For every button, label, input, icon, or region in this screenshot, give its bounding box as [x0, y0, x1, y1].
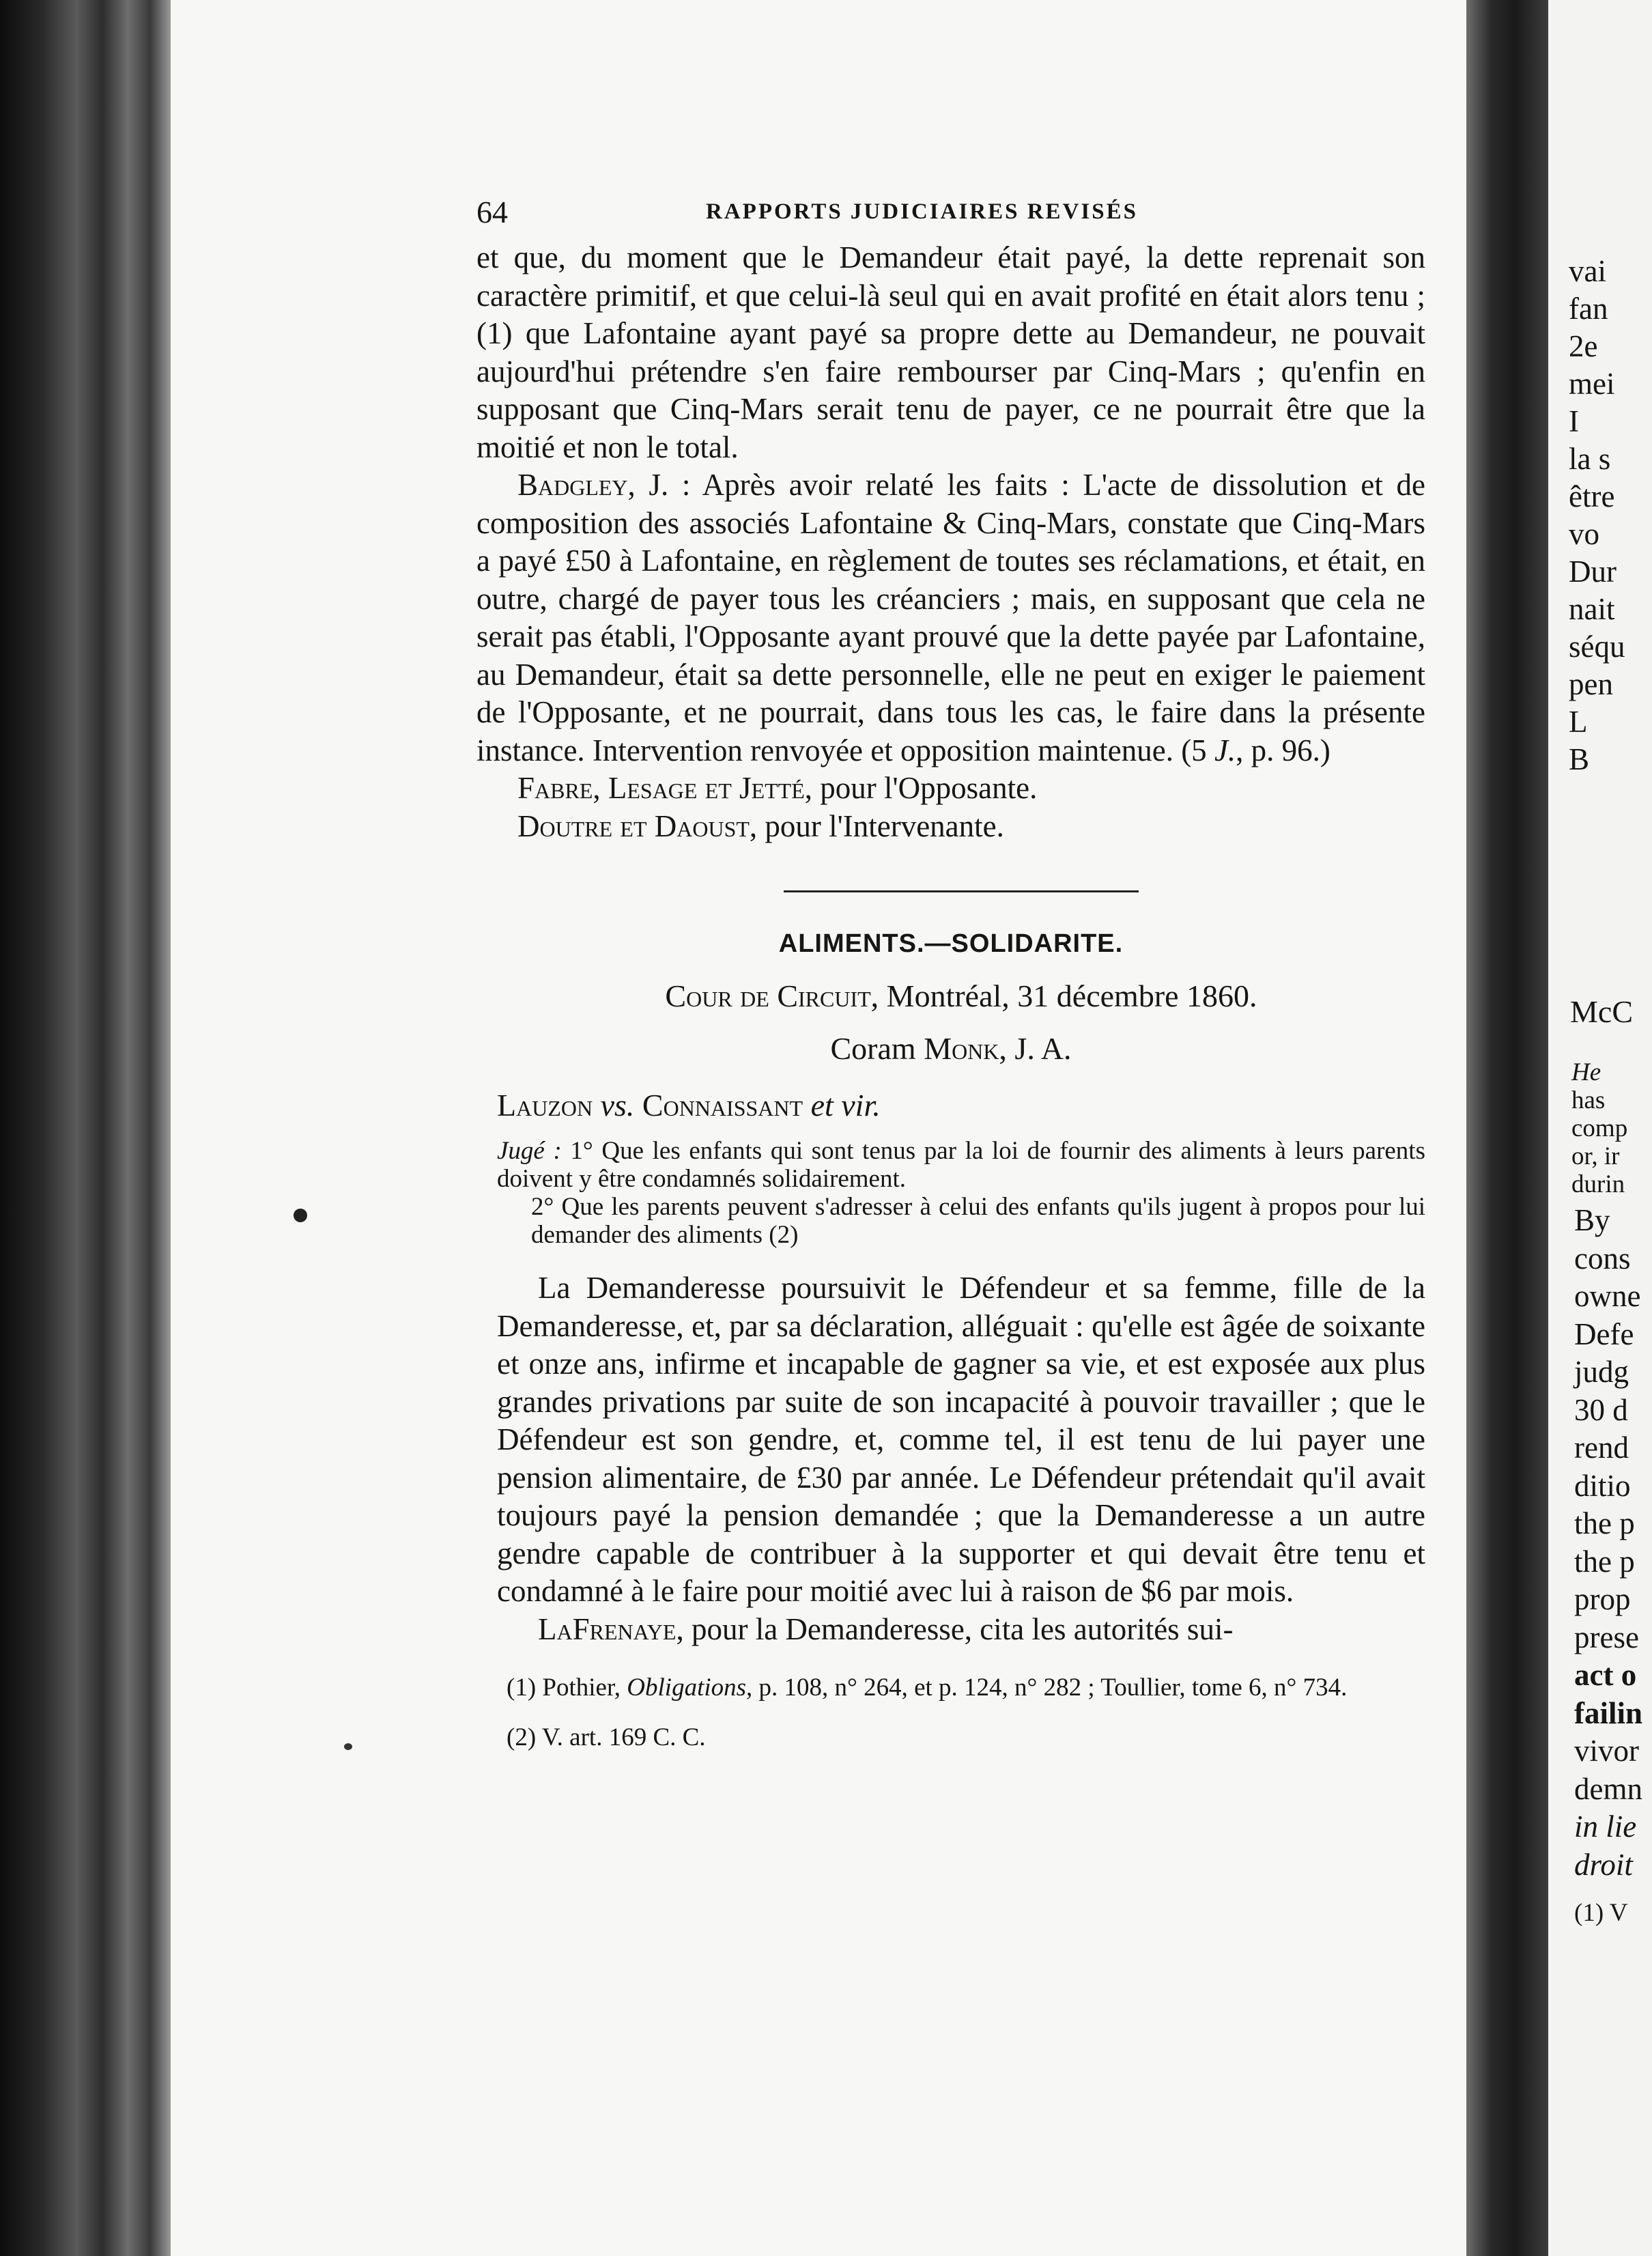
facing-page-body: By cons owne Defe judg 30 d rend ditio the p the p prop prese act o failin vivor demn in lie droit [1574, 1203, 1643, 1882]
running-head [476, 184, 1425, 239]
headnote [497, 1137, 1425, 1249]
et-vir: et vir. [803, 1088, 881, 1123]
coram-prefix: Coram [830, 1031, 924, 1066]
facts-paragraph: La Demanderesse poursuivit le Défendeur et sa femme, fille de la Demanderesse, et, par sa déclaration, alléguait : qu'elle est âgée de soixante et onze ans, infirme et incapable de gagner sa vie, et est exposée aux plus grandes privations par suite de son incapacité à pouvoir travailler ; que le Défendeur est son gendre, et, comme tel, il est tenu de lui payer une pension alimentaire, de £30 par année. Le Défendeur prétendait qu'il avait toujours payé la pension demandée ; que la Demanderesse a un autre gendre capable de contribuer à la supporter et qui devait être tenu et condamné à le faire pour moitié avec lui à raison de $6 par mois. [497, 1271, 1425, 1608]
counsel-role: , pour l'Opposante. [804, 771, 1038, 805]
facing-page-heading: McC [1570, 994, 1633, 1029]
ink-speck [294, 1209, 307, 1222]
footnotes [476, 1672, 1425, 1753]
counsel-line [476, 808, 1425, 846]
court-date: , Montréal, 31 décembre 1860. [870, 978, 1257, 1013]
page-content [476, 184, 1425, 1753]
facing-page-headnote: He has comp or, ir durin [1571, 1058, 1628, 1198]
case-body [497, 1269, 1425, 1648]
judgment-text: : Après avoir relaté les faits : L'acte de dissolution et de composition des associés Lafontaine & Cinq-Mars, constate que Cinq-Mars a payé £50 à Lafontaine, en règlement de toutes ses réclamations, et était, en outre, chargé de payer tous les créanciers ; mais, en supposant que cela ne serait pas établi, l'Opposante ayant prouvé que la dette payée par Lafontaine, au Demandeur, était sa dette personnelle, elle ne peut en exiger le paiement de l'Opposante, et ne pourrait, dans tous les cas, le faire dans la présente instance. Intervention renvoyée et opposition maintenue. (5 [476, 468, 1425, 767]
juge-label: Jugé : [497, 1137, 562, 1165]
book-binding-left [0, 0, 171, 2256]
court-name: Cour de Circuit [665, 978, 871, 1013]
counsel-names: Doutre et Daoust [517, 808, 750, 843]
facing-page-footnote: (1) V [1574, 1899, 1628, 1927]
section-divider [784, 890, 1139, 892]
footnote-2: (2) V. art. 169 C. C. [507, 1723, 706, 1751]
facing-page-text-top: vai fan 2e mei I la s être vo Dur nait séqu pen L B [1569, 254, 1625, 776]
case-title: ALIMENTS.—SOLIDARITE. [778, 929, 1124, 958]
argument-paragraph: LaFrenaye, pour la Demanderesse, cita les autorités sui- [538, 1611, 1234, 1646]
versus: vs. [593, 1088, 642, 1123]
judge-name: Badgley, J. [517, 468, 669, 502]
headnote-point-1: Jugé : 1° Que les enfants qui sont tenus par la loi de fournir des aliments à leurs parents doivent y être condamnés solidairement. [497, 1137, 1425, 1193]
running-title: RAPPORTS JUDICIAIRES REVISÉS [706, 199, 1138, 224]
counsel-name: LaFrenaye [538, 1611, 677, 1646]
page-number: 64 [476, 195, 508, 229]
judgment-paragraph [476, 466, 1425, 770]
plaintiff: Lauzon [497, 1088, 593, 1123]
reference-end: , p. 96.) [1236, 733, 1330, 767]
counsel-line [476, 770, 1425, 808]
court-line [497, 978, 1425, 1014]
defendant: Connaissant [642, 1088, 803, 1123]
counsel-names: Fabre, Lesage et Jetté [517, 771, 805, 805]
book-gutter [1466, 0, 1548, 2256]
counsel-role: , pour l'Intervenante. [749, 808, 1004, 843]
parties-line [497, 1087, 1425, 1123]
ink-speck [344, 1743, 352, 1750]
coram-line [476, 1030, 1425, 1067]
headnote-point-2: 2° Que les parents peuvent s'adresser à celui des enfants qu'ils jugent à propos pour lui demander des aliments (2) [531, 1193, 1425, 1249]
coram-judge: Monk [924, 1031, 999, 1066]
coram-suffix: , J. A. [999, 1031, 1072, 1066]
reference-italic: J. [1214, 733, 1236, 767]
footnote-1: (1) Pothier, Obligations, p. 108, n° 264, et p. 124, n° 282 ; Toullier, tome 6, n° 734. [507, 1674, 1348, 1702]
continued-paragraph: et que, du moment que le Demandeur était payé, la dette reprenait son caractère primitif, et que celui-là seul qui en avait profité en était alors tenu ; (1) que Lafontaine ayant payé sa propre dette au Demandeur, ne pouvait aujourd'hui prétendre s'en faire rembourser par Cinq-Mars ; qu'enfin en supposant que Cinq-Mars serait tenu de payer, ce ne pourrait être que la moitié et non le total. [476, 240, 1425, 464]
